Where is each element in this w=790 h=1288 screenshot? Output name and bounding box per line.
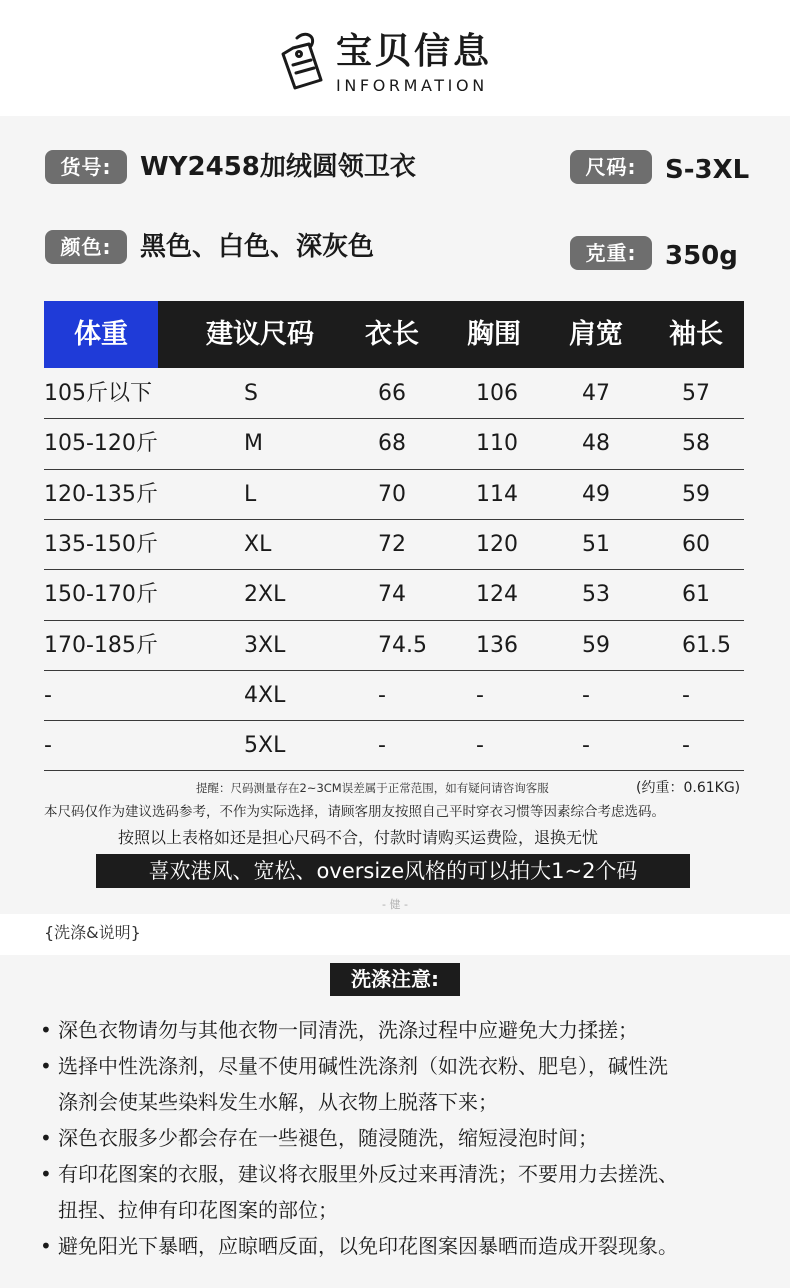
page-header — [0, 0, 790, 116]
table-cell: 135-150斤 — [44, 532, 158, 557]
table-cell: 61.5 — [682, 633, 731, 658]
washing-line: 避免阳光下暴晒，应晾晒反面，以免印花图案因暴晒而造成开裂现象。 — [58, 1234, 678, 1258]
insurance-note: 按照以上表格如还是担心尺码不合，付款时请购买运费险，退换无忧 — [118, 828, 599, 847]
table-cell: 105-120斤 — [44, 431, 158, 456]
approx-weight: (约重：0.61KG) — [636, 780, 741, 796]
table-cell: 47 — [582, 381, 610, 406]
header-length: 衣长 — [365, 319, 419, 350]
table-cell: 170-185斤 — [44, 633, 158, 658]
table-cell: S — [244, 381, 258, 406]
table-cell: 120-135斤 — [44, 482, 158, 507]
row-divider — [44, 670, 744, 671]
table-cell: 106 — [476, 381, 518, 406]
table-cell: 150-170斤 — [44, 582, 158, 607]
weight-label: 克重: — [570, 236, 652, 270]
washing-line: 选择中性洗涤剂，尽量不使用碱性洗涤剂（如洗衣粉、肥皂），碱性洗 — [58, 1054, 668, 1078]
table-cell: 4XL — [244, 683, 286, 708]
weight-value: 350g — [665, 241, 738, 271]
table-cell: 48 — [582, 431, 610, 456]
size-label: 尺码: — [570, 150, 652, 184]
table-cell: - — [476, 683, 484, 708]
table-cell: - — [44, 733, 52, 758]
table-cell: - — [378, 733, 386, 758]
page-subtitle: INFORMATION — [336, 76, 488, 95]
row-divider — [44, 569, 744, 570]
table-cell: 74.5 — [378, 633, 427, 658]
header-chest: 胸围 — [467, 319, 521, 350]
item-no-value: WY2458加绒圆领卫衣 — [140, 152, 416, 182]
table-cell: 110 — [476, 431, 518, 456]
table-cell: 60 — [682, 532, 710, 557]
measurement-tip: 提醒：尺码测量存在2~3CM误差属于正常范围，如有疑问请咨询客服 — [196, 781, 549, 795]
size-disclaimer: 本尺码仅作为建议选码参考，不作为实际选择，请顾客朋友按照自己平时穿衣习惯等因素综合考虑选码。 — [44, 804, 665, 820]
table-cell: 68 — [378, 431, 406, 456]
table-cell: 2XL — [244, 582, 286, 607]
header-size: 建议尺码 — [206, 319, 314, 350]
table-cell: 105斤以下 — [44, 381, 152, 406]
table-cell: 114 — [476, 482, 518, 507]
bullet-icon: • — [40, 1234, 52, 1258]
color-label: 颜色: — [45, 230, 127, 264]
table-cell: - — [44, 683, 52, 708]
washing-line: 深色衣服多少都会存在一些褪色，随浸随洗，缩短浸泡时间； — [58, 1126, 598, 1150]
size-table-header — [44, 301, 744, 368]
bullet-icon: • — [40, 1018, 52, 1042]
table-cell: 51 — [582, 532, 610, 557]
table-cell: XL — [244, 532, 272, 557]
row-divider — [44, 620, 744, 621]
row-divider — [44, 720, 744, 721]
bullet-icon: • — [40, 1126, 52, 1150]
washing-line: 有印花图案的衣服，建议将衣服里外反过来再清洗；不要用力去搓洗、 — [58, 1162, 678, 1186]
table-cell: 70 — [378, 482, 406, 507]
row-divider — [44, 519, 744, 520]
table-cell: 53 — [582, 582, 610, 607]
table-cell: 5XL — [244, 733, 286, 758]
row-divider — [44, 418, 744, 419]
item-no-label: 货号: — [45, 150, 127, 184]
table-cell: - — [682, 683, 690, 708]
table-cell: 61 — [682, 582, 710, 607]
washing-line: 涤剂会使某些染料发生水解，从衣物上脱落下来； — [58, 1090, 498, 1114]
separator: - 健 - — [382, 898, 408, 911]
header-shoulder: 肩宽 — [569, 319, 623, 350]
table-cell: - — [682, 733, 690, 758]
table-cell: - — [582, 733, 590, 758]
bullet-icon: • — [40, 1054, 52, 1078]
size-value: S-3XL — [665, 155, 750, 185]
table-cell: M — [244, 431, 263, 456]
washing-line: 扭捏、拉伸有印花图案的部位； — [58, 1198, 338, 1222]
header-sleeve: 袖长 — [669, 319, 723, 350]
color-value: 黑色、白色、深灰色 — [140, 232, 375, 262]
row-divider — [44, 770, 744, 771]
table-cell: L — [244, 482, 257, 507]
table-cell: 136 — [476, 633, 518, 658]
price-tag-icon — [275, 32, 325, 92]
washing-line: 深色衣物请勿与其他衣物一同清洗，洗涤过程中应避免大力揉搓； — [58, 1018, 638, 1042]
table-cell: 49 — [582, 482, 610, 507]
page-title: 宝贝信息 — [336, 31, 493, 72]
table-cell: 74 — [378, 582, 406, 607]
table-cell: 124 — [476, 582, 518, 607]
table-cell: - — [476, 733, 484, 758]
row-divider — [44, 469, 744, 470]
washing-title: 洗涤注意: — [330, 963, 460, 996]
oversize-banner: 喜欢港风、宽松、oversize风格的可以拍大1~2个码 — [96, 854, 690, 888]
table-cell: 72 — [378, 532, 406, 557]
table-cell: 66 — [378, 381, 406, 406]
table-cell: 59 — [582, 633, 610, 658]
table-cell: - — [378, 683, 386, 708]
washing-section-label: {洗涤&说明} — [44, 923, 141, 942]
table-cell: 3XL — [244, 633, 286, 658]
bullet-icon: • — [40, 1162, 52, 1186]
table-cell: 120 — [476, 532, 518, 557]
table-cell: 59 — [682, 482, 710, 507]
table-cell: - — [582, 683, 590, 708]
table-cell: 57 — [682, 381, 710, 406]
table-cell: 58 — [682, 431, 710, 456]
header-weight: 体重 — [44, 301, 158, 368]
